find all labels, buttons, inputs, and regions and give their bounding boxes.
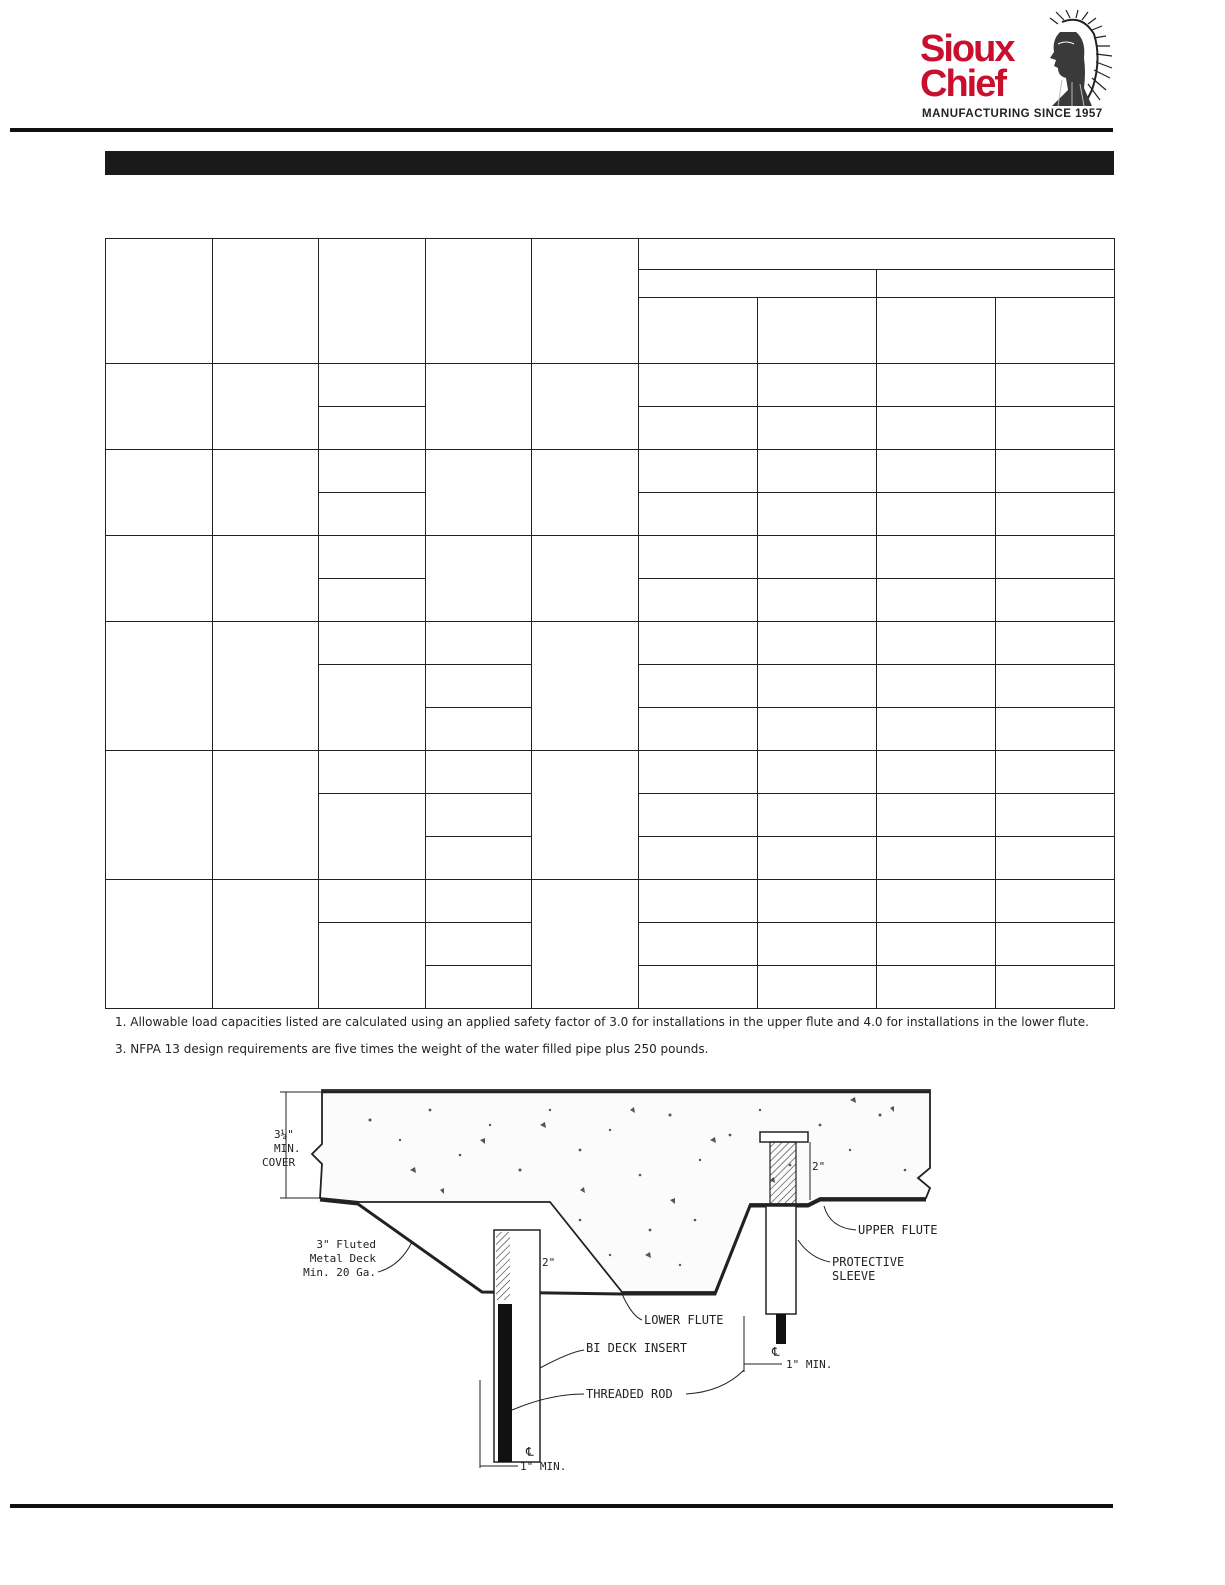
table-cell — [877, 579, 996, 622]
table-cell — [426, 923, 532, 966]
footnote-1: 1. Allowable load capacities listed are calculated using an applied safety factor of 3.0 for installations in the upper flute and 4.0 for installations in the lower flute. — [115, 1015, 1089, 1029]
table-cell — [426, 622, 532, 665]
table-cell — [639, 493, 758, 536]
table-cell — [319, 364, 426, 407]
deck-label-1: 3" Fluted — [316, 1238, 376, 1251]
table-cell — [877, 708, 996, 751]
brand-wordmark — [920, 28, 1014, 105]
header-cell — [319, 239, 426, 364]
table-cell — [639, 923, 758, 966]
table-cell — [639, 966, 758, 1009]
table-cell — [877, 622, 996, 665]
table-cell — [996, 880, 1115, 923]
table-cell — [877, 751, 996, 794]
upper-flute-label: UPPER FLUTE — [858, 1223, 938, 1237]
table-cell — [213, 622, 319, 751]
table-cell — [996, 407, 1115, 450]
table-cell — [319, 622, 426, 665]
table-cell — [877, 407, 996, 450]
table-cell — [426, 837, 532, 880]
table-cell — [426, 880, 532, 923]
table-cell — [319, 579, 426, 622]
footer-rule — [10, 1504, 1113, 1508]
table-cell — [639, 880, 758, 923]
table-cell — [426, 794, 532, 837]
table-cell — [106, 622, 213, 751]
deck-insert-diagram — [250, 1080, 970, 1480]
table-cell — [758, 794, 877, 837]
protective-sleeve-label-2: SLEEVE — [832, 1269, 876, 1283]
min-1-right: 1" MIN. — [786, 1358, 833, 1371]
table-cell — [426, 364, 532, 450]
table-cell — [639, 751, 758, 794]
table-cell — [758, 622, 877, 665]
table-cell — [877, 880, 996, 923]
table-cell — [639, 794, 758, 837]
header-cell — [532, 239, 639, 364]
table-cell — [319, 880, 426, 923]
lower-flute-label: LOWER FLUTE — [644, 1313, 724, 1327]
deck-label-3: Min. 20 Ga. — [303, 1266, 376, 1279]
threaded-rod-lower — [498, 1304, 512, 1462]
footnotes — [115, 1015, 1089, 1069]
table-cell — [319, 923, 426, 1009]
table-cell — [996, 837, 1115, 880]
header-cell — [106, 239, 213, 364]
bi-deck-insert-upper — [770, 1142, 796, 1204]
section-title-bar — [105, 151, 1114, 175]
centerline-right: ℄ — [772, 1345, 780, 1359]
table-cell — [106, 880, 213, 1009]
centerline-left: ℄ — [526, 1445, 534, 1459]
table-cell — [106, 364, 213, 450]
table-cell — [877, 665, 996, 708]
bi-deck-insert-label: BI DECK INSERT — [586, 1341, 688, 1355]
table-cell — [639, 708, 758, 751]
table-cell — [426, 751, 532, 794]
header-cell — [996, 298, 1115, 364]
brand-line-2: Chief — [920, 63, 1005, 105]
table-cell — [532, 364, 639, 450]
load-capacity-table — [105, 238, 1115, 1009]
header-cell — [758, 298, 877, 364]
table-cell — [213, 880, 319, 1009]
table-cell — [426, 708, 532, 751]
cover-label-1: 3¼" — [274, 1128, 294, 1141]
table-cell — [758, 364, 877, 407]
table-row — [106, 622, 1115, 665]
table-cell — [996, 450, 1115, 493]
table-row — [106, 364, 1115, 407]
table-cell — [877, 364, 996, 407]
table-cell — [532, 450, 639, 536]
table-cell — [758, 407, 877, 450]
deck-label-2: Metal Deck — [309, 1252, 376, 1265]
brand-line-1: Sioux — [920, 28, 1014, 70]
table-cell — [758, 708, 877, 751]
cover-label-2: MIN. — [274, 1142, 301, 1155]
table-cell — [213, 536, 319, 622]
chief-headdress-icon — [1022, 10, 1118, 106]
table-cell — [877, 450, 996, 493]
table-cell — [532, 622, 639, 751]
table-cell — [106, 450, 213, 536]
table-cell — [319, 536, 426, 579]
table-cell — [758, 880, 877, 923]
table-cell — [996, 579, 1115, 622]
header-cell — [213, 239, 319, 364]
threaded-rod-label: THREADED ROD — [586, 1387, 673, 1401]
table-cell — [996, 364, 1115, 407]
table-cell — [877, 837, 996, 880]
table-cell — [996, 966, 1115, 1009]
table-cell — [758, 966, 877, 1009]
table-row — [106, 880, 1115, 923]
header-cell — [426, 239, 532, 364]
table-cell — [319, 751, 426, 794]
header-rule — [10, 128, 1113, 132]
header-cell — [639, 239, 1115, 270]
table-cell — [213, 364, 319, 450]
min-1-left: 1" MIN. — [520, 1460, 567, 1473]
table-cell — [639, 622, 758, 665]
table-row — [106, 536, 1115, 579]
table-cell — [877, 536, 996, 579]
header-cell — [877, 270, 1115, 298]
header-cell — [877, 298, 996, 364]
dim-2-right: 2" — [812, 1160, 826, 1173]
table-cell — [213, 450, 319, 536]
table-cell — [639, 665, 758, 708]
table-cell — [996, 794, 1115, 837]
table-cell — [758, 665, 877, 708]
table-cell — [758, 751, 877, 794]
sioux-chief-logo — [920, 10, 1120, 125]
table-cell — [758, 579, 877, 622]
table-cell — [758, 837, 877, 880]
table-cell — [877, 493, 996, 536]
table-cell — [319, 450, 426, 493]
brand-tagline: MANUFACTURING SINCE 1957 — [922, 108, 1103, 120]
header-cell — [639, 298, 758, 364]
table-cell — [426, 665, 532, 708]
table-cell — [213, 751, 319, 880]
dim-2-left: 2" — [542, 1256, 556, 1269]
table-cell — [426, 536, 532, 622]
table-cell — [996, 751, 1115, 794]
table-cell — [639, 837, 758, 880]
table-cell — [532, 880, 639, 1009]
threaded-rod-upper — [776, 1314, 786, 1344]
table-row — [106, 751, 1115, 794]
header-cell — [639, 270, 877, 298]
table-cell — [996, 536, 1115, 579]
table-cell — [996, 665, 1115, 708]
table-cell — [426, 966, 532, 1009]
table-cell — [639, 450, 758, 493]
table-cell — [639, 407, 758, 450]
cover-label-3: COVER — [262, 1156, 296, 1169]
table-cell — [532, 536, 639, 622]
table-cell — [877, 923, 996, 966]
table-cell — [106, 751, 213, 880]
table-cell — [319, 493, 426, 536]
table-cell — [877, 794, 996, 837]
table-cell — [758, 493, 877, 536]
protective-sleeve-label-1: PROTECTIVE — [832, 1255, 905, 1269]
table-header-row — [106, 239, 1115, 270]
table-cell — [319, 794, 426, 880]
table-cell — [996, 708, 1115, 751]
table-cell — [639, 364, 758, 407]
table-cell — [319, 665, 426, 751]
table-row — [106, 450, 1115, 493]
table-cell — [758, 536, 877, 579]
table-cell — [996, 923, 1115, 966]
table-cell — [758, 923, 877, 966]
footnote-3: 3. NFPA 13 design requirements are five times the weight of the water filled pipe plus 250 pounds. — [115, 1042, 709, 1056]
table-cell — [426, 450, 532, 536]
table-cell — [532, 751, 639, 880]
table-cell — [996, 493, 1115, 536]
table-cell — [106, 536, 213, 622]
table-cell — [996, 622, 1115, 665]
table-cell — [319, 407, 426, 450]
table-cell — [639, 536, 758, 579]
table-cell — [639, 579, 758, 622]
protective-sleeve — [766, 1206, 796, 1314]
table-cell — [758, 450, 877, 493]
table-cell — [877, 966, 996, 1009]
